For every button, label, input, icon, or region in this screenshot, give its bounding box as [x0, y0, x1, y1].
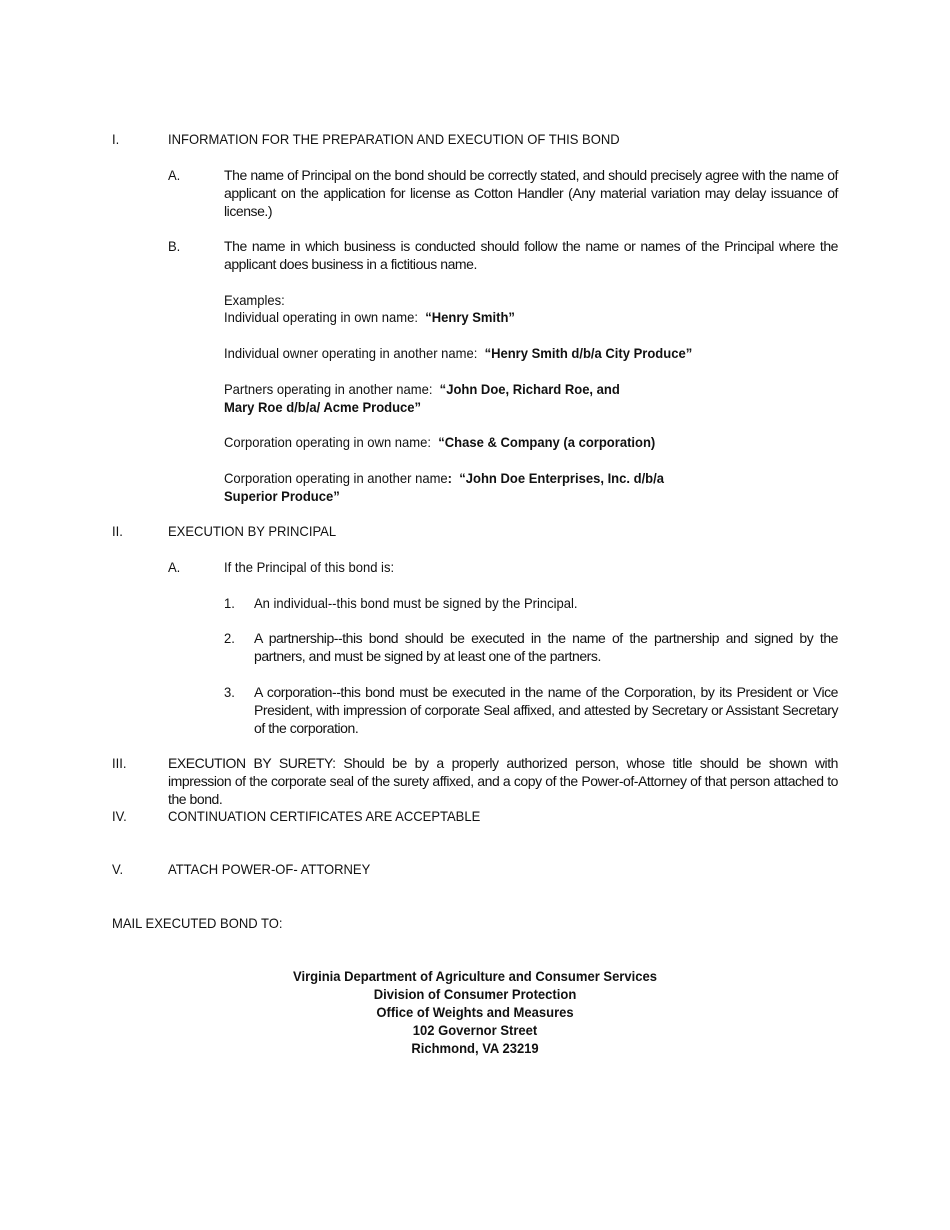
examples-label: Examples:: [224, 292, 285, 308]
mailing-address: [0, 967, 950, 1057]
example-3-label: Partners operating in another name:: [224, 381, 433, 397]
example-5-label: Corporation operating in another name: [224, 470, 448, 486]
section-iv-number: IV.: [112, 808, 127, 824]
example-5-value-line-1: “John Doe Enterprises, Inc. d/b/a: [459, 470, 665, 486]
list-item-3-number: 3.: [224, 684, 235, 700]
section-iv-title: CONTINUATION CERTIFICATES ARE ACCEPTABLE: [168, 808, 481, 824]
example-5-colon: :: [447, 470, 453, 486]
address-line-4: 102 Governor Street: [412, 1022, 538, 1038]
example-4: [224, 433, 655, 451]
address-line-3: Office of Weights and Measures: [376, 1004, 574, 1020]
address-line-5: Richmond, VA 23219: [411, 1040, 539, 1056]
section-iii-text: EXECUTION BY SURETY: Should be by a properly authorized person, whose title should be shown with impression of the corporate seal of the surety affixed, and a copy of the Power-of-Attorney of that person attached to the bond.: [168, 755, 838, 807]
example-4-value: “Chase & Company (a corporation): [438, 434, 656, 450]
example-4-label: Corporation operating in own name:: [224, 434, 431, 450]
section-i-number: I.: [112, 131, 120, 147]
section-i-title: INFORMATION FOR THE PREPARATION AND EXECUTION OF THIS BOND: [168, 131, 620, 147]
section-i-a-text: The name of Principal on the bond should be correctly stated, and should precisely agree with the name of applicant on the application for license as Cotton Handler (Any material variation may delay issuance of license.): [224, 167, 838, 219]
section-ii-a-text: If the Principal of this bond is:: [224, 559, 395, 575]
example-3-value-line-2: Mary Roe d/b/a/ Acme Produce”: [224, 399, 422, 415]
section-i-b-number: B.: [168, 238, 181, 254]
address-line-2: Division of Consumer Protection: [373, 986, 577, 1002]
section-i-b-text: The name in which business is conducted should follow the name or names of the Principal where the applicant does business in a fictitious name.: [224, 238, 838, 272]
list-item-1-text: An individual--this bond must be signed by the Principal.: [254, 595, 578, 611]
section-v-number: V.: [112, 861, 124, 877]
list-item-2-text: A partnership--this bond should be executed in the name of the partnership and signed by the partners, and must be signed by at least one of the partners.: [254, 630, 838, 664]
section-iii-number: III.: [112, 755, 127, 771]
section-ii-title: EXECUTION BY PRINCIPAL: [168, 523, 337, 539]
example-2: [224, 344, 692, 362]
example-2-label: Individual owner operating in another name:: [224, 345, 478, 361]
example-3: [224, 380, 620, 398]
list-item-3-text: A corporation--this bond must be executed in the name of the Corporation, by its President or Vice President, with impression of corporate Seal affixed, and attested by Secretary or Assistant Secretary of the corporation.: [254, 684, 838, 736]
list-item-1-number: 1.: [224, 595, 235, 611]
section-ii-number: II.: [112, 523, 123, 539]
example-5: [224, 469, 664, 487]
example-1-label: Individual operating in own name:: [224, 309, 418, 325]
example-1: [224, 308, 515, 326]
section-v-title: ATTACH POWER-OF- ATTORNEY: [168, 861, 371, 877]
example-1-value: “Henry Smith”: [425, 309, 515, 325]
example-5-value-line-2: Superior Produce”: [224, 488, 340, 504]
example-2-value: “Henry Smith d/b/a City Produce”: [484, 345, 693, 361]
example-3-value-line-1: “John Doe, Richard Roe, and: [439, 381, 620, 397]
mail-label: MAIL EXECUTED BOND TO:: [112, 915, 283, 931]
list-item-2-number: 2.: [224, 630, 235, 646]
address-line-1: Virginia Department of Agriculture and Consumer Services: [293, 968, 657, 984]
section-ii-a-number: A.: [168, 559, 181, 575]
section-i-a-number: A.: [168, 167, 181, 183]
